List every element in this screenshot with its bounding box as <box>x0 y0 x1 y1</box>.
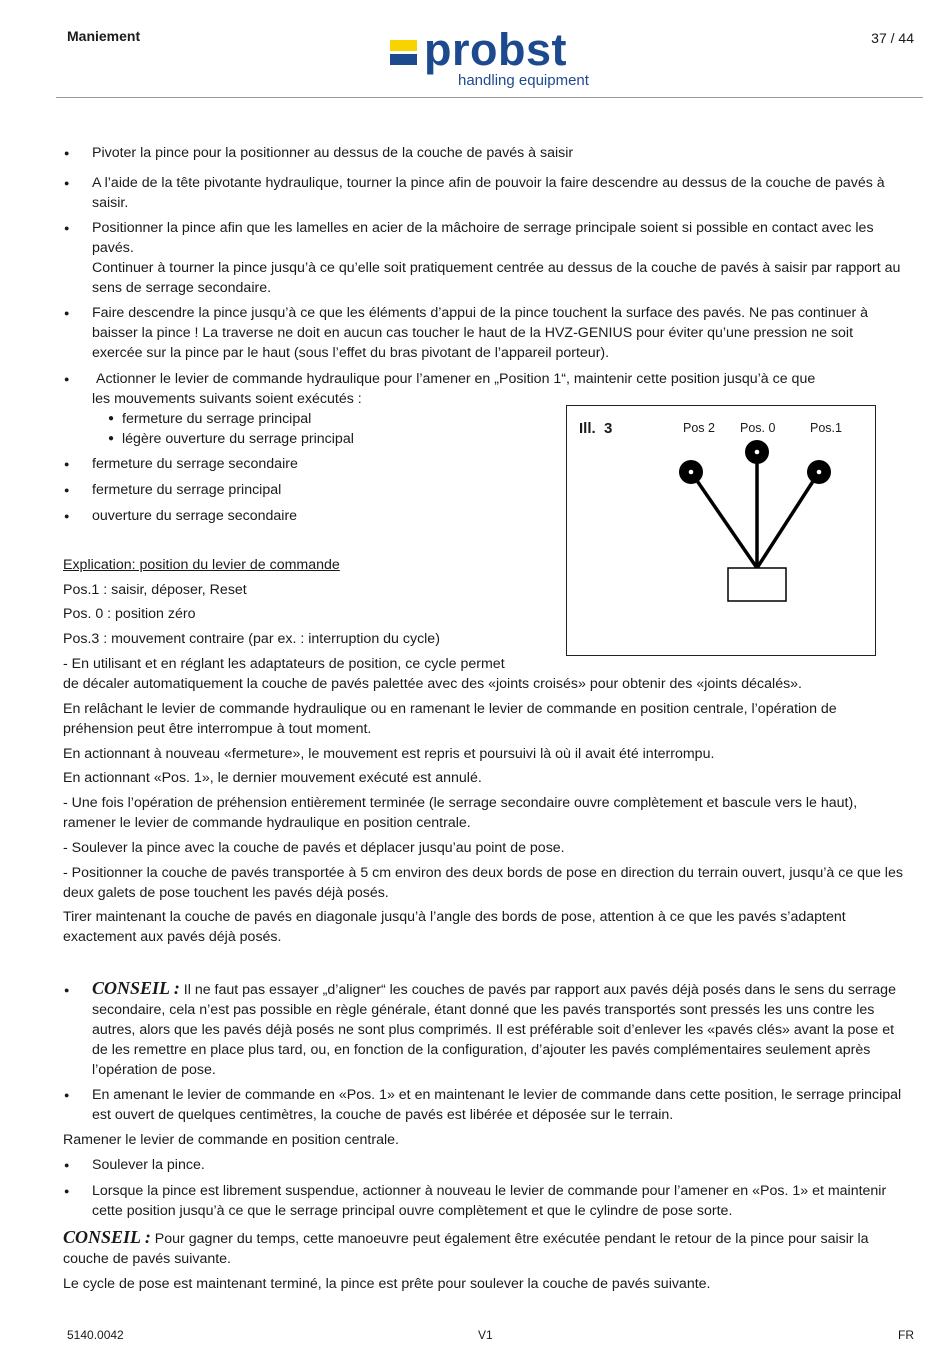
knob-pos2-center <box>689 470 694 475</box>
paragraph-center-lever: Ramener le levier de commande en position centrale. <box>63 1132 399 1148</box>
page-number: 37 / 44 <box>871 30 914 46</box>
bullet-secondary-close: fermeture du serrage secondaire <box>92 456 298 472</box>
footer-doc-number: 5140.0042 <box>67 1328 124 1342</box>
bullet-actuate-line2: les mouvements suivants soient exécutés : <box>92 391 362 407</box>
tip-label: CONSEIL : <box>63 1227 151 1247</box>
paragraph-position-layer: - Positionner la couche de pavés transportée à 5 cm environ des deux bords de pose en direction du terrain ouvert, jusqu’à ce que les deux galets de pose touchent les pavés déjà posés. <box>63 865 903 901</box>
bullet-dot: ● <box>64 985 70 995</box>
bullet-actuate <box>92 369 896 389</box>
paragraph-lift-move: - Soulever la pince avec la couche de pavés et déplacer jusqu’au point de pose. <box>63 840 565 856</box>
paragraph-cancel: En actionnant «Pos. 1», le dernier mouvement exécuté est annulé. <box>63 770 482 786</box>
paragraph-offset-joints: de décaler automatiquement la couche de pavés palettée avec des «joints croisés» pour obtenir des «joints décalés». <box>63 676 803 692</box>
section-title: Maniement <box>67 28 141 44</box>
explanation-pos3: Pos.3 : mouvement contraire (par ex. : interruption du cycle) <box>63 631 440 647</box>
bullet-dot: ● <box>64 148 70 158</box>
knob-pos0-center <box>755 450 760 455</box>
tip-label: CONSEIL : <box>92 978 180 998</box>
footer-version: V1 <box>478 1328 493 1342</box>
knob-pos1-center <box>817 470 822 475</box>
label-pos0: Pos. 0 <box>740 421 776 435</box>
bullet-position-continue: Continuer à tourner la pince jusqu’à ce qu’elle soit pratiquement centrée au dessus de la couche de pavés à saisir par rapport au sens de serrage secondaire. <box>92 260 901 296</box>
bullet-pos1-release: En amenant le levier de commande en «Pos. 1» et en maintenant le levier de commande dans cette position, le serrage principal est ouvert de quelques centimètres, la couche de pavés est libérée et déposée sur le terrain. <box>92 1087 902 1123</box>
label-pos2: Pos 2 <box>683 421 715 435</box>
explanation-heading: Explication: position du levier de commande <box>63 557 340 573</box>
paragraph-pull-diagonal: Tirer maintenant la couche de pavés en diagonale jusqu’à l’angle des bords de pose, attention à ce que les pavés s’adaptent exactement aux pavés déjà posés. <box>63 909 846 945</box>
lever-arm-pos2 <box>691 472 757 568</box>
logo-blue-bar <box>390 54 417 65</box>
paragraph-cycle-finished: Le cycle de pose est maintenant terminé, la pince est prête pour soulever la couche de pavés suivante. <box>63 1276 711 1292</box>
explanation-pos1: Pos.1 : saisir, déposer, Reset <box>63 582 247 598</box>
bullet-lower: Faire descendre la pince jusqu’à ce que les éléments d’appui de la pince touchent la surface des pavés. Ne pas continuer à baisser la pince ! La traverse ne doit en aucun cas toucher le haut de la HVZ-GENIUS pour éviter qu’une pression ne soit exercée sur la pince par le haut (sous l’effet du bras pivotant de l’appareil porteur). <box>92 305 869 361</box>
lever-arm-pos1 <box>757 472 819 568</box>
bullet-position-text: Positionner la pince afin que les lamelles en acier de la mâchoire de serrage principale soient si possible en contact avec les pavés. <box>92 220 874 256</box>
bullet-dot: ● <box>64 178 70 188</box>
logo-word: probst <box>424 24 567 75</box>
bullet-secondary-open: ouverture du serrage secondaire <box>92 508 298 524</box>
logo-subtitle: handling equipment <box>458 72 589 89</box>
sub-bullet-dot: ● <box>108 433 115 444</box>
paragraph-resume: En actionnant à nouveau «fermeture», le mouvement est repris et poursuivi là où il avait été interrompu. <box>63 746 715 762</box>
label-pos1: Pos.1 <box>810 421 842 435</box>
probst-logo <box>388 24 603 94</box>
header-divider <box>56 97 923 98</box>
sub-bullet-main-close: fermeture du serrage principal <box>122 411 312 427</box>
bullet-dot: ● <box>64 1160 70 1170</box>
bullet-actuate-line1: Actionner le levier de commande hydraulique pour l’amener en „Position 1“, maintenir cette position jusqu’à ce que <box>96 371 816 387</box>
bullet-dot: ● <box>64 1186 70 1196</box>
bullet-main-close: fermeture du serrage principal <box>92 482 282 498</box>
bullet-lift-clamp: Soulever la pince. <box>92 1157 205 1173</box>
bullet-dot: ● <box>64 374 70 384</box>
lever-illustration <box>566 405 876 656</box>
bullet-rotate: A l’aide de la tête pivotante hydraulique, tourner la pince afin de pouvoir la faire descendre au dessus de la couche de pavés à saisir. <box>92 175 885 211</box>
sub-bullet-dot: ● <box>108 413 115 424</box>
bullet-dot: ● <box>64 308 70 318</box>
lever-base <box>728 568 786 601</box>
bullet-dot: ● <box>64 223 70 233</box>
bullet-free-hanging: Lorsque la pince est librement suspendue, actionner à nouveau le levier de commande pour l’amener en «Pos. 1» et maintenir cette position jusqu’à ce que le serrage principal ouvre complètement et que le cylindre de pose sorte. <box>92 1183 887 1219</box>
footer-language: FR <box>898 1328 914 1342</box>
lever-diagram <box>567 406 875 655</box>
paragraph-adapters: - En utilisant et en réglant les adaptateurs de position, ce cycle permet <box>63 656 505 672</box>
illustration-label: Ill. 3 <box>579 420 613 437</box>
sub-bullet-slight-open: légère ouverture du serrage principal <box>122 431 354 447</box>
bullet-position <box>92 218 907 298</box>
tip-align <box>92 978 907 1080</box>
bullet-dot: ● <box>64 459 70 469</box>
bullet-dot: ● <box>64 511 70 521</box>
logo-yellow-bar <box>390 40 417 51</box>
explanation-pos0: Pos. 0 : position zéro <box>63 606 196 622</box>
tip-save-time <box>63 1227 908 1269</box>
paragraph-release: En relâchant le levier de commande hydraulique ou en ramenant le levier de commande en position centrale, l’opération de préhension peut être interrompue à tout moment. <box>63 701 837 737</box>
bullet-dot: ● <box>64 1090 70 1100</box>
tip-save-time-text: Pour gagner du temps, cette manoeuvre peut également être exécutée pendant le retour de la pince pour saisir la couche de pavés suivante. <box>63 1231 869 1267</box>
bullet-pivot: Pivoter la pince pour la positionner au dessus de la couche de pavés à saisir <box>92 145 574 161</box>
tip-align-text: Il ne faut pas essayer „d’aligner“ les couches de pavés par rapport aux pavés déjà posés dans le sens du serrage secondaire, cela n’est pas possible en règle générale, étant donné que les pavés transportés sont pressés les uns contre les autres, alors que les pavés déjà posés ne sont plus comprimés. Il est préférable soit d’enlever les «pavés clés» avant la pose et de les remettre en place plus tard, ou, en fonction de la configuration, d’ajouter les pavés complémentaires seulement après l’opération de pose. <box>92 982 896 1078</box>
paragraph-grip-finished: - Une fois l’opération de préhension entièrement terminée (le serrage secondaire ouvre complètement et bascule vers le haut), ramener le levier de commande hydraulique en position centrale. <box>63 795 858 831</box>
bullet-dot: ● <box>64 485 70 495</box>
